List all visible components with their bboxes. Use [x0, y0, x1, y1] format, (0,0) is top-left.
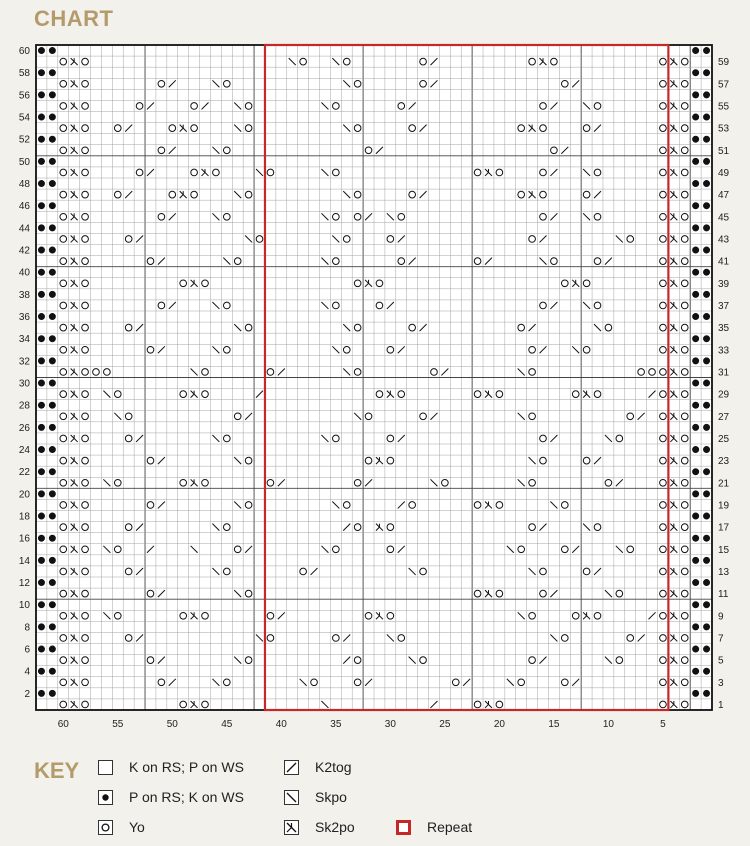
- purl-mark: [703, 402, 710, 409]
- key-item-purl: [98, 789, 244, 805]
- row-label-right: 25: [718, 433, 730, 445]
- purl-mark: [703, 468, 710, 475]
- purl-mark: [49, 579, 56, 586]
- purl-mark: [692, 357, 699, 364]
- row-label-right: 53: [718, 123, 730, 135]
- row-label-right: 59: [718, 57, 730, 69]
- row-label-left: 22: [18, 467, 30, 479]
- purl-mark: [703, 136, 710, 143]
- purl-mark: [703, 513, 710, 520]
- col-label: 10: [602, 719, 614, 730]
- key-item-skpo: [284, 789, 347, 805]
- purl-mark: [692, 158, 699, 165]
- purl-mark: [38, 180, 45, 187]
- purl-mark: [703, 424, 710, 431]
- purl-mark: [38, 357, 45, 364]
- purl-mark: [49, 380, 56, 387]
- purl-mark: [49, 69, 56, 76]
- purl-mark: [692, 269, 699, 276]
- purl-mark: [692, 668, 699, 675]
- purl-mark: [49, 291, 56, 298]
- purl-mark: [49, 91, 56, 98]
- purl-mark: [703, 247, 710, 254]
- row-label-left: 50: [18, 156, 30, 168]
- purl-mark: [49, 357, 56, 364]
- purl-dot-icon: [98, 790, 113, 805]
- purl-mark: [49, 557, 56, 564]
- purl-mark: [703, 357, 710, 364]
- purl-mark: [38, 690, 45, 697]
- row-label-left: 38: [18, 289, 30, 301]
- row-label-left: 44: [18, 223, 30, 235]
- purl-mark: [692, 402, 699, 409]
- key-label-repeat: Repeat: [427, 819, 473, 835]
- purl-mark: [38, 579, 45, 586]
- row-label-left: 30: [18, 378, 30, 390]
- purl-mark: [692, 335, 699, 342]
- purl-mark: [692, 291, 699, 298]
- purl-mark: [38, 136, 45, 143]
- row-label-right: 49: [718, 167, 730, 179]
- purl-mark: [49, 335, 56, 342]
- row-label-left: 60: [18, 46, 30, 58]
- row-label-right: 9: [718, 611, 724, 623]
- purl-mark: [38, 247, 45, 254]
- row-label-right: 39: [718, 278, 730, 290]
- row-label-right: 1: [718, 699, 724, 711]
- purl-mark: [38, 291, 45, 298]
- purl-mark: [38, 335, 45, 342]
- purl-mark: [703, 47, 710, 54]
- purl-mark: [692, 136, 699, 143]
- row-label-right: 55: [718, 101, 730, 113]
- row-label-right: 57: [718, 79, 730, 91]
- col-label: 35: [330, 719, 342, 730]
- purl-mark: [38, 402, 45, 409]
- row-label-right: 41: [718, 256, 730, 268]
- purl-mark: [38, 69, 45, 76]
- purl-mark: [703, 224, 710, 231]
- col-label: 20: [493, 719, 505, 730]
- key-item-sk2po: [284, 819, 355, 835]
- row-label-left: 12: [18, 578, 30, 590]
- key-item-repeat: [396, 819, 472, 835]
- col-label: 50: [166, 719, 178, 730]
- row-label-right: 5: [718, 655, 724, 667]
- purl-mark: [703, 623, 710, 630]
- purl-mark: [703, 313, 710, 320]
- purl-mark: [49, 114, 56, 121]
- row-label-left: 18: [18, 511, 30, 523]
- row-label-right: 17: [718, 522, 730, 534]
- row-label-left: 42: [18, 245, 30, 257]
- purl-mark: [49, 623, 56, 630]
- purl-mark: [38, 601, 45, 608]
- purl-mark: [703, 490, 710, 497]
- knit-blank-icon: [98, 760, 113, 775]
- row-label-right: 13: [718, 566, 730, 578]
- key-item-k2tog: [284, 759, 352, 775]
- key-label-sk2po: Sk2po: [315, 819, 355, 835]
- row-label-left: 34: [18, 334, 30, 346]
- purl-mark: [703, 380, 710, 387]
- row-label-left: 6: [24, 644, 30, 656]
- purl-mark: [38, 646, 45, 653]
- purl-mark: [703, 91, 710, 98]
- purl-mark: [49, 668, 56, 675]
- row-label-left: 56: [18, 90, 30, 102]
- purl-mark: [703, 668, 710, 675]
- purl-mark: [49, 535, 56, 542]
- purl-mark: [38, 47, 45, 54]
- row-label-right: 23: [718, 456, 730, 468]
- col-label: 30: [384, 719, 396, 730]
- purl-mark: [703, 158, 710, 165]
- purl-mark: [38, 313, 45, 320]
- key-item-knit: [98, 759, 244, 775]
- purl-mark: [49, 690, 56, 697]
- purl-mark: [38, 380, 45, 387]
- purl-mark: [38, 91, 45, 98]
- purl-mark: [692, 557, 699, 564]
- purl-mark: [49, 180, 56, 187]
- key-label-yo: Yo: [129, 819, 145, 835]
- purl-mark: [49, 269, 56, 276]
- purl-mark: [692, 247, 699, 254]
- key-title: KEY: [34, 758, 80, 783]
- repeat-box-icon: [396, 820, 411, 835]
- purl-mark: [38, 269, 45, 276]
- col-label: 15: [548, 719, 560, 730]
- purl-mark: [692, 446, 699, 453]
- purl-mark: [49, 646, 56, 653]
- row-label-left: 8: [24, 622, 30, 634]
- purl-mark: [703, 291, 710, 298]
- purl-mark: [703, 114, 710, 121]
- col-label: 25: [439, 719, 451, 730]
- purl-mark: [49, 313, 56, 320]
- row-label-left: 48: [18, 179, 30, 191]
- purl-mark: [38, 535, 45, 542]
- purl-mark: [38, 446, 45, 453]
- col-label: 60: [57, 719, 69, 730]
- purl-mark: [703, 69, 710, 76]
- row-label-left: 2: [24, 688, 30, 700]
- row-label-left: 46: [18, 201, 30, 213]
- purl-mark: [49, 158, 56, 165]
- purl-mark: [703, 579, 710, 586]
- purl-mark: [49, 424, 56, 431]
- purl-mark: [38, 513, 45, 520]
- purl-mark: [692, 646, 699, 653]
- purl-mark: [692, 380, 699, 387]
- purl-mark: [49, 468, 56, 475]
- col-label: 45: [221, 719, 233, 730]
- purl-mark: [692, 91, 699, 98]
- purl-mark: [49, 601, 56, 608]
- purl-mark: [692, 424, 699, 431]
- purl-mark: [692, 114, 699, 121]
- row-label-left: 4: [24, 666, 30, 678]
- row-label-left: 58: [18, 68, 30, 80]
- row-label-right: 3: [718, 677, 724, 689]
- row-label-left: 20: [18, 489, 30, 501]
- purl-mark: [692, 468, 699, 475]
- purl-mark: [703, 557, 710, 564]
- purl-mark: [692, 47, 699, 54]
- row-label-left: 14: [18, 555, 30, 567]
- chart-title: CHART: [34, 6, 114, 31]
- key-label-skpo: Skpo: [315, 789, 347, 805]
- purl-mark: [692, 623, 699, 630]
- purl-mark: [49, 490, 56, 497]
- purl-mark: [692, 601, 699, 608]
- purl-mark: [703, 535, 710, 542]
- purl-mark: [38, 202, 45, 209]
- row-label-right: 47: [718, 190, 730, 202]
- row-label-left: 52: [18, 134, 30, 146]
- purl-mark: [703, 202, 710, 209]
- row-label-right: 11: [718, 589, 729, 601]
- yo-circle-icon: [98, 820, 113, 835]
- row-label-right: 15: [718, 544, 730, 556]
- col-label: 40: [275, 719, 287, 730]
- purl-mark: [692, 313, 699, 320]
- key-item-yo: [98, 819, 145, 835]
- row-label-right: 35: [718, 323, 730, 335]
- purl-mark: [38, 668, 45, 675]
- key-label-purl: P on RS; K on WS: [129, 789, 244, 805]
- purl-mark: [692, 513, 699, 520]
- row-label-left: 24: [18, 445, 30, 457]
- key-label-knit: K on RS; P on WS: [129, 759, 244, 775]
- purl-mark: [49, 202, 56, 209]
- row-label-right: 31: [718, 367, 730, 379]
- purl-mark: [38, 158, 45, 165]
- purl-mark: [692, 69, 699, 76]
- purl-mark: [692, 180, 699, 187]
- purl-mark: [703, 446, 710, 453]
- row-label-left: 40: [18, 267, 30, 279]
- col-label: 55: [112, 719, 124, 730]
- sk2po-icon: [284, 820, 299, 835]
- row-label-left: 26: [18, 422, 30, 434]
- purl-mark: [49, 47, 56, 54]
- purl-mark: [692, 535, 699, 542]
- purl-mark: [703, 646, 710, 653]
- purl-mark: [49, 513, 56, 520]
- row-label-left: 32: [18, 356, 30, 368]
- row-label-right: 33: [718, 345, 730, 357]
- k2tog-icon: [284, 760, 299, 775]
- key-label-k2tog: K2tog: [315, 759, 352, 775]
- row-label-right: 7: [718, 633, 724, 645]
- row-label-left: 16: [18, 533, 30, 545]
- row-label-left: 36: [18, 312, 30, 324]
- purl-mark: [692, 690, 699, 697]
- row-label-right: 43: [718, 234, 730, 246]
- purl-mark: [38, 557, 45, 564]
- col-label: 5: [660, 719, 666, 730]
- purl-mark: [49, 224, 56, 231]
- purl-mark: [38, 490, 45, 497]
- purl-mark: [703, 690, 710, 697]
- purl-mark: [703, 601, 710, 608]
- purl-mark: [692, 490, 699, 497]
- row-label-right: 21: [718, 478, 730, 490]
- row-label-right: 29: [718, 389, 730, 401]
- row-label-right: 19: [718, 500, 730, 512]
- purl-mark: [49, 402, 56, 409]
- purl-mark: [703, 269, 710, 276]
- row-label-right: 45: [718, 212, 730, 224]
- purl-mark: [692, 202, 699, 209]
- row-label-right: 51: [718, 145, 730, 157]
- purl-mark: [692, 224, 699, 231]
- row-label-left: 28: [18, 400, 30, 412]
- purl-mark: [703, 335, 710, 342]
- row-label-left: 10: [18, 600, 30, 612]
- purl-mark: [38, 623, 45, 630]
- purl-mark: [38, 424, 45, 431]
- purl-mark: [38, 114, 45, 121]
- purl-mark: [49, 446, 56, 453]
- purl-mark: [703, 180, 710, 187]
- purl-mark: [38, 224, 45, 231]
- skpo-icon: [284, 790, 299, 805]
- row-label-right: 27: [718, 411, 730, 423]
- purl-mark: [38, 468, 45, 475]
- row-label-left: 54: [18, 112, 30, 124]
- row-label-right: 37: [718, 300, 730, 312]
- purl-mark: [49, 247, 56, 254]
- purl-mark: [692, 579, 699, 586]
- purl-mark: [49, 136, 56, 143]
